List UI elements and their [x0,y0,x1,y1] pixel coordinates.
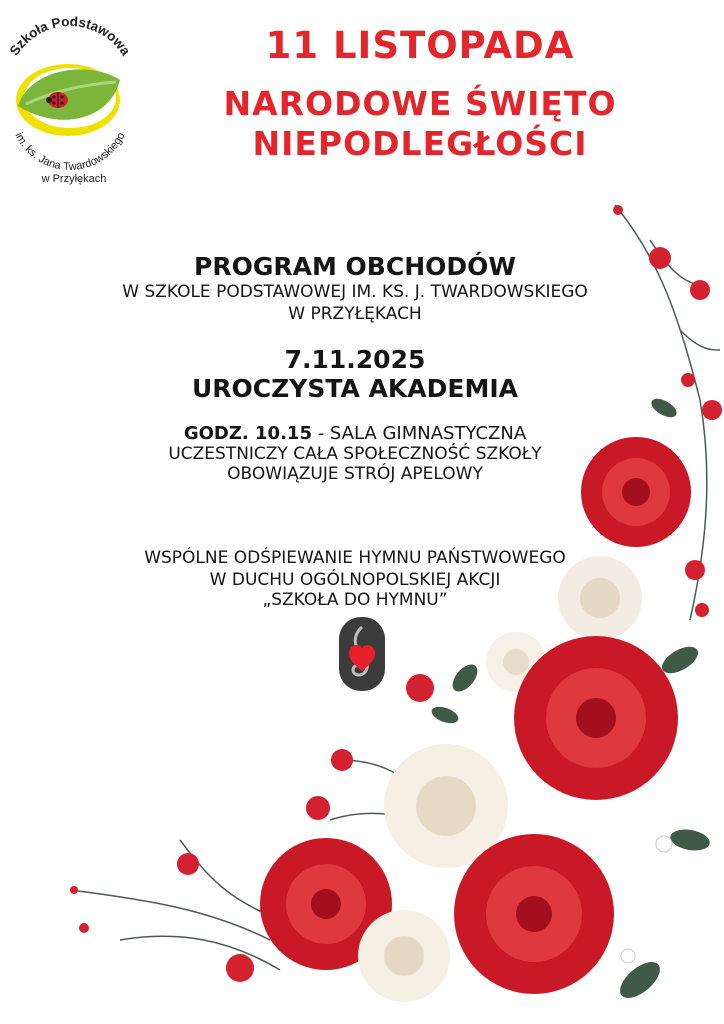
svg-text:Szkoła Podstawowa [7,14,134,59]
header-date: 11 LISTOPADA [265,24,575,67]
event-participants: UCZESTNICZY CAŁA SPOŁECZNOŚĆ SZKOŁY [168,444,542,464]
rose-large-3 [454,834,614,994]
anthem-line3: „SZKOŁA DO HYMNU” [262,590,448,610]
event-time-label: GODZ. 10.15 [183,423,312,444]
event-dress: OBOWIĄZUJE STRÓJ APELOWY [227,464,483,484]
logo-bottom-text: w Przyłękach [41,173,107,185]
program-title: PROGRAM OBCHODÓW [194,252,516,281]
event-time-rest: - SALA GIMNASTYCZNA [311,423,527,444]
rose-large-2 [514,636,678,800]
event-time-line [10,423,700,444]
program-school: W SZKOLE PODSTAWOWEJ IM. KS. J. TWARDOWSKIEGO [122,282,588,302]
logo-arc-top: Szkoła Podstawowa [6,13,134,59]
rose-white-4 [358,910,450,1002]
header-line1: NARODOWE ŚWIĘTO [223,84,617,123]
event-date: 7.11.2025 [284,345,426,374]
anthem-line2: W DUCHU OGÓLNOPOLSKIEJ AKCJI [209,570,501,590]
header-line2: NIEPODLEGŁOŚCI [252,124,588,163]
school-logo [0,10,140,190]
event-name: UROCZYSTA AKADEMIA [192,374,518,403]
logo-arc-bottom: im. ks. Jana Twardowskiego [12,130,128,174]
svg-text:im. ks. Jana Twardowskiego [13,131,128,174]
anthem-line1: WSPÓLNE ODŚPIEWANIE HYMNU PAŃSTWOWEGO [144,548,566,568]
program-place: W PRZYŁĘKACH [288,304,422,324]
heart-clef-icon [337,615,387,693]
